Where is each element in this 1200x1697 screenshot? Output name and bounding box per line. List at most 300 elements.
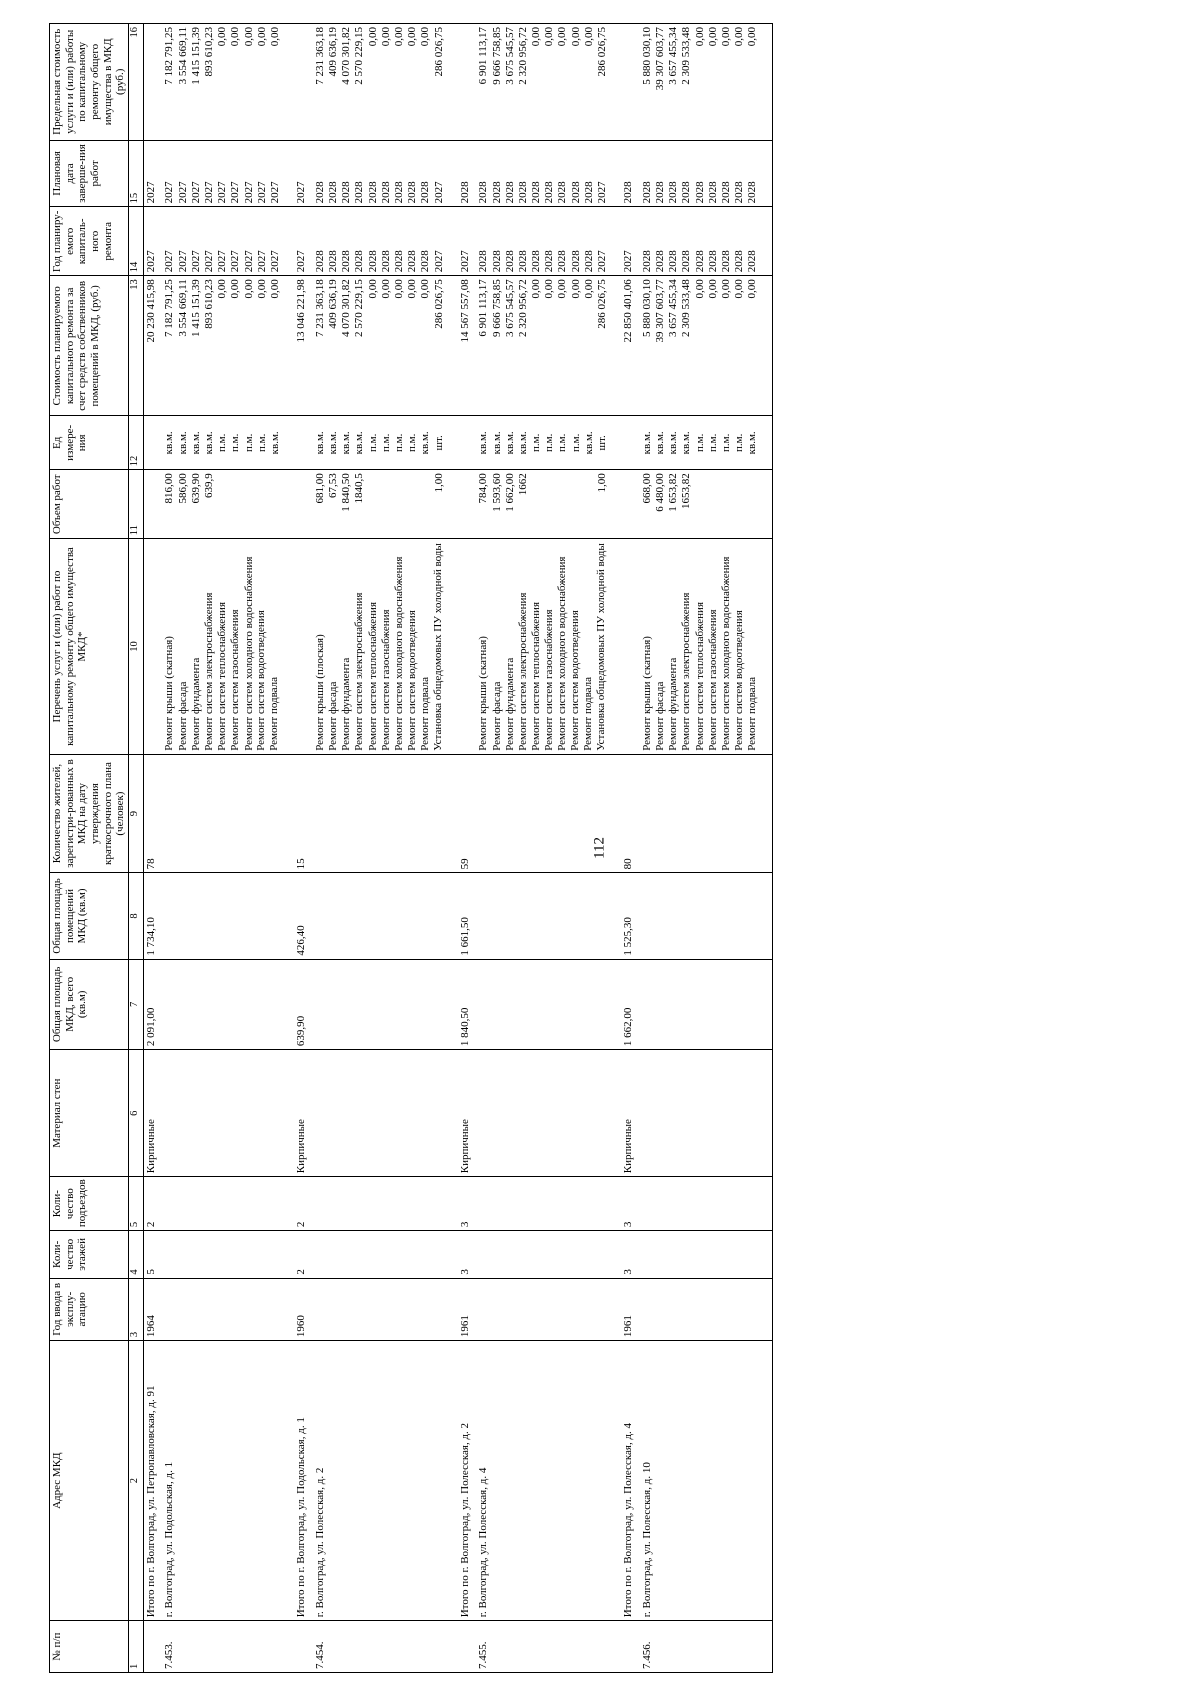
work-limit: 0,00 bbox=[419, 27, 432, 47]
table-cell bbox=[163, 1177, 294, 1231]
work-unit: кв.м. bbox=[503, 431, 516, 455]
work-limit: 6 901 113,17 bbox=[477, 27, 490, 85]
table-cell bbox=[314, 1177, 458, 1231]
table-cell: 22 850 401,06 bbox=[621, 276, 641, 416]
work-year: 2028 bbox=[419, 250, 432, 273]
table-body bbox=[143, 24, 772, 1673]
work-date: 2028 bbox=[569, 181, 582, 204]
table-cell: г. Волгоград, ул. Полесская, д. 10 bbox=[641, 1341, 772, 1621]
work-unit: шт. bbox=[596, 435, 609, 451]
table-cell: 1960 bbox=[294, 1278, 314, 1341]
table-cell: 1 734,10 bbox=[143, 873, 163, 959]
work-date: 2028 bbox=[313, 181, 326, 204]
work-unit: п.м. bbox=[693, 433, 706, 453]
house-row bbox=[314, 24, 458, 1673]
work-date: 2028 bbox=[327, 181, 339, 204]
work-name: Ремонт фасада bbox=[490, 681, 503, 751]
work-unit: п.м. bbox=[229, 433, 242, 453]
table-cell: Кирпичные bbox=[143, 1050, 163, 1177]
table-cell: 3 bbox=[621, 1177, 641, 1231]
work-unit: п.м. bbox=[733, 433, 746, 453]
work-limit: 0,00 bbox=[582, 27, 595, 47]
table-cell bbox=[641, 959, 772, 1050]
table-cell: 7.454. bbox=[314, 1621, 458, 1673]
work-name: Ремонт систем холодного водоснабжения bbox=[242, 556, 255, 751]
work-name: Ремонт систем водоотведения bbox=[255, 610, 268, 751]
work-limit: 0,00 bbox=[530, 27, 543, 47]
work-limit: 3 675 545,57 bbox=[503, 27, 516, 85]
work-cost: 6 901 113,17 bbox=[477, 279, 490, 337]
work-volume: 639,9 bbox=[203, 473, 216, 499]
work-volume bbox=[216, 473, 229, 535]
work-date: 2028 bbox=[667, 181, 680, 204]
work-unit: п.м. bbox=[706, 433, 719, 453]
work-volume: 1,00 bbox=[596, 473, 609, 493]
work-limit: 0,00 bbox=[556, 27, 569, 47]
work-limit: 893 610,23 bbox=[203, 27, 216, 77]
work-date: 2028 bbox=[543, 181, 556, 204]
work-year: 2027 bbox=[229, 250, 242, 273]
table-cell: 13 046 221,98 bbox=[294, 276, 314, 416]
table-cell bbox=[641, 539, 772, 755]
work-volume: 1662 bbox=[516, 473, 529, 496]
table-cell: 2027 bbox=[143, 140, 163, 207]
work-cost: 0,00 bbox=[366, 279, 379, 299]
work-limit: 3 554 669,11 bbox=[176, 27, 189, 85]
header-cell: Стоимость планируемого капитального ремонта за счет средств собственников помещений в МКД, (руб.) bbox=[50, 276, 129, 416]
table-cell bbox=[294, 416, 314, 470]
work-limit: 0,00 bbox=[366, 27, 379, 47]
work-volume bbox=[720, 473, 733, 535]
header-cell: Общая площадь МКД, всего (кв.м) bbox=[50, 959, 129, 1050]
work-unit: кв.м. bbox=[680, 431, 693, 455]
work-date: 2028 bbox=[680, 181, 693, 204]
table-cell bbox=[163, 959, 294, 1050]
table-cell: 2 091,00 bbox=[143, 959, 163, 1050]
table-cell: г. Волгоград, ул. Полесская, д. 4 bbox=[477, 1341, 621, 1621]
table-cell: г. Волгоград, ул. Полесская, д. 2 bbox=[314, 1341, 458, 1621]
work-unit: кв.м. bbox=[327, 431, 339, 455]
work-year: 2028 bbox=[654, 250, 667, 273]
work-unit: кв.м. bbox=[163, 431, 176, 455]
work-year: 2028 bbox=[327, 250, 339, 273]
work-cost: 0,00 bbox=[392, 279, 405, 299]
work-volume bbox=[556, 473, 569, 535]
table-cell bbox=[314, 24, 458, 141]
work-date: 2027 bbox=[268, 181, 281, 204]
work-year: 2027 bbox=[242, 250, 255, 273]
table-cell bbox=[163, 207, 294, 276]
work-year: 2028 bbox=[516, 250, 529, 273]
work-cost: 2 309 533,48 bbox=[680, 279, 693, 338]
work-year: 2028 bbox=[693, 250, 706, 273]
work-name: Ремонт фундамента bbox=[189, 657, 202, 751]
work-unit: кв.м. bbox=[419, 431, 432, 455]
table-cell bbox=[477, 754, 621, 873]
table-cell: 2027 bbox=[294, 207, 314, 276]
table-cell: 5 bbox=[143, 1231, 163, 1278]
work-limit: 0,00 bbox=[719, 27, 732, 47]
table-cell bbox=[477, 1050, 621, 1177]
work-name: Ремонт систем холодного водоснабжения bbox=[556, 556, 569, 751]
work-cost: 0,00 bbox=[556, 279, 569, 299]
work-year: 2027 bbox=[189, 250, 202, 273]
table-cell bbox=[294, 539, 314, 755]
work-unit: кв.м. bbox=[490, 431, 503, 455]
work-limit: 0,00 bbox=[706, 27, 719, 47]
header-cell: Материал стен bbox=[50, 1050, 129, 1177]
work-volume bbox=[256, 473, 269, 535]
table-cell: 3 bbox=[458, 1231, 478, 1278]
work-year: 2028 bbox=[477, 250, 490, 273]
work-unit: кв.м. bbox=[189, 431, 202, 455]
work-name: Ремонт подвала bbox=[745, 676, 758, 751]
work-limit: 0,00 bbox=[229, 27, 242, 47]
work-date: 2028 bbox=[353, 181, 366, 204]
work-limit: 0,00 bbox=[268, 27, 281, 47]
work-cost: 0,00 bbox=[216, 279, 229, 299]
work-name: Ремонт фундамента bbox=[667, 657, 680, 751]
work-name: Ремонт систем теплоснабжения bbox=[366, 602, 379, 751]
work-year: 2028 bbox=[680, 250, 693, 273]
work-cost: 2 320 956,72 bbox=[516, 279, 529, 338]
table-cell bbox=[143, 416, 163, 470]
table-cell bbox=[641, 140, 772, 207]
work-cost: 4 070 301,82 bbox=[340, 279, 353, 338]
work-limit: 0,00 bbox=[406, 27, 419, 47]
table-cell: 1964 bbox=[143, 1278, 163, 1341]
column-number: 3 bbox=[128, 1278, 143, 1341]
work-date: 2027 bbox=[255, 181, 268, 204]
table-cell: 1 661,50 bbox=[458, 873, 478, 959]
table-cell: 2 bbox=[294, 1177, 314, 1231]
table-cell: Кирпичные bbox=[294, 1050, 314, 1177]
work-date: 2028 bbox=[746, 181, 759, 204]
header-cell: Коли-чество этажей bbox=[50, 1231, 129, 1278]
table-cell: Итого по г. Волгоград, ул. Петропавловская, д. 91 bbox=[143, 1341, 163, 1621]
table-cell: Итого по г. Волгоград, ул. Полесская, д. 2 bbox=[458, 1341, 478, 1621]
work-volume bbox=[243, 473, 256, 535]
work-cost: 0,00 bbox=[419, 279, 432, 299]
table-cell bbox=[163, 539, 294, 755]
table-cell: Кирпичные bbox=[621, 1050, 641, 1177]
table-cell bbox=[314, 539, 458, 755]
work-limit: 0,00 bbox=[379, 27, 392, 47]
table-cell bbox=[314, 207, 458, 276]
work-limit: 0,00 bbox=[216, 27, 229, 47]
work-limit: 0,00 bbox=[733, 27, 746, 47]
work-year: 2027 bbox=[432, 250, 445, 273]
work-unit: кв.м. bbox=[353, 431, 366, 455]
work-date: 2028 bbox=[406, 181, 419, 204]
work-cost: 0,00 bbox=[229, 279, 242, 299]
table-cell bbox=[641, 754, 772, 873]
work-cost: 1 415 151,39 bbox=[189, 279, 202, 338]
work-limit: 409 636,19 bbox=[327, 27, 339, 77]
work-unit: кв.м. bbox=[477, 431, 490, 455]
work-unit: п.м. bbox=[392, 433, 405, 453]
work-limit: 0,00 bbox=[746, 27, 759, 47]
work-date: 2027 bbox=[176, 181, 189, 204]
work-date: 2028 bbox=[733, 181, 746, 204]
work-unit: кв.м. bbox=[176, 431, 189, 455]
column-number: 11 bbox=[128, 470, 143, 539]
table-cell: 2028 bbox=[621, 140, 641, 207]
work-name: Ремонт систем водоотведения bbox=[569, 610, 582, 751]
work-date: 2028 bbox=[654, 181, 667, 204]
work-name: Ремонт систем электроснабжения bbox=[353, 592, 366, 751]
column-number-row bbox=[128, 24, 143, 1673]
work-volume bbox=[406, 473, 419, 535]
work-volume: 784,00 bbox=[477, 473, 490, 504]
work-name: Ремонт систем электроснабжения bbox=[680, 592, 693, 751]
table-cell bbox=[143, 470, 163, 539]
work-name: Ремонт фасада bbox=[176, 681, 189, 751]
table-cell bbox=[314, 1231, 458, 1278]
work-date: 2027 bbox=[163, 181, 176, 204]
column-number: 6 bbox=[128, 1050, 143, 1177]
work-name: Ремонт систем электроснабжения bbox=[516, 592, 529, 751]
work-year: 2028 bbox=[582, 250, 595, 273]
work-year: 2028 bbox=[530, 250, 543, 273]
work-cost: 7 182 791,25 bbox=[163, 279, 176, 338]
table-cell bbox=[477, 873, 621, 959]
work-unit: п.м. bbox=[543, 433, 556, 453]
table-cell bbox=[294, 1621, 314, 1673]
column-number: 13 bbox=[128, 276, 143, 416]
work-cost: 0,00 bbox=[255, 279, 268, 299]
table-cell bbox=[621, 470, 641, 539]
work-date: 2028 bbox=[419, 181, 432, 204]
work-year: 2027 bbox=[163, 250, 176, 273]
work-unit: п.м. bbox=[379, 433, 392, 453]
work-volume: 1 653,82 bbox=[667, 473, 680, 512]
table-cell: 59 bbox=[458, 754, 478, 873]
table-cell: 80 bbox=[621, 754, 641, 873]
work-year: 2028 bbox=[640, 250, 653, 273]
work-unit: кв.м. bbox=[582, 431, 595, 455]
work-volume: 681,00 bbox=[313, 473, 326, 504]
table-cell bbox=[163, 24, 294, 141]
work-unit: п.м. bbox=[569, 433, 582, 453]
work-cost: 0,00 bbox=[733, 279, 746, 299]
work-cost: 39 307 603,77 bbox=[654, 279, 667, 343]
work-date: 2027 bbox=[229, 181, 242, 204]
work-cost: 0,00 bbox=[379, 279, 392, 299]
work-name: Ремонт систем газоснабжения bbox=[229, 609, 242, 751]
table-cell: г. Волгоград, ул. Подольская, д. 1 bbox=[163, 1341, 294, 1621]
work-volume: 1 593,60 bbox=[490, 473, 503, 512]
work-limit: 286 026,75 bbox=[596, 27, 609, 77]
table-cell: 426,40 bbox=[294, 873, 314, 959]
column-number: 9 bbox=[128, 754, 143, 873]
table-cell: 1 525,30 bbox=[621, 873, 641, 959]
table-cell bbox=[641, 470, 772, 539]
table-cell: 15 bbox=[294, 754, 314, 873]
header-cell: Коли-чество подъездов bbox=[50, 1177, 129, 1231]
work-name: Ремонт подвала bbox=[268, 676, 281, 751]
work-name: Ремонт крыши (скатная) bbox=[640, 636, 653, 751]
work-cost: 3 675 545,57 bbox=[503, 279, 516, 338]
table-cell bbox=[641, 207, 772, 276]
work-name: Ремонт систем газоснабжения bbox=[543, 609, 556, 751]
work-name: Ремонт систем газоснабжения bbox=[379, 609, 392, 751]
table-cell bbox=[477, 207, 621, 276]
header-cell: Год ввода в эксплу-атацию bbox=[50, 1278, 129, 1341]
work-cost: 0,00 bbox=[242, 279, 255, 299]
work-limit: 0,00 bbox=[543, 27, 556, 47]
work-year: 2028 bbox=[490, 250, 503, 273]
table-cell bbox=[477, 1278, 621, 1341]
work-volume: 67,53 bbox=[327, 473, 339, 499]
header-cell: Предельная стоимость услуги и (или) работы по капитальному ремонту общего имущества в МКД (руб.) bbox=[50, 24, 129, 141]
work-name: Ремонт систем холодного водоснабжения bbox=[719, 556, 732, 751]
work-date: 2028 bbox=[516, 181, 529, 204]
header-cell: Общая площадь помещений МКД (кв.м) bbox=[50, 873, 129, 959]
work-limit: 286 026,75 bbox=[432, 27, 445, 77]
work-volume: 586,00 bbox=[176, 473, 189, 504]
work-cost: 0,00 bbox=[406, 279, 419, 299]
header-cell: Плановая дата заверше-ния работ bbox=[50, 140, 129, 207]
table-cell bbox=[641, 276, 772, 416]
work-name: Ремонт систем теплоснабжения bbox=[693, 602, 706, 751]
work-year: 2028 bbox=[503, 250, 516, 273]
work-cost: 2 570 229,15 bbox=[353, 279, 366, 338]
work-year: 2028 bbox=[379, 250, 392, 273]
header-cell: Ед измере-ния bbox=[50, 416, 129, 470]
table-cell bbox=[294, 24, 314, 141]
table-cell bbox=[163, 276, 294, 416]
column-number: 5 bbox=[128, 1177, 143, 1231]
table-cell: 1961 bbox=[621, 1278, 641, 1341]
work-date: 2028 bbox=[556, 181, 569, 204]
total-row bbox=[143, 24, 163, 1673]
table-cell: 7.456. bbox=[641, 1621, 772, 1673]
work-limit: 39 307 603,77 bbox=[654, 27, 667, 91]
work-volume: 1 840,50 bbox=[340, 473, 353, 512]
work-year: 2028 bbox=[340, 250, 353, 273]
work-year: 2028 bbox=[353, 250, 366, 273]
work-limit: 0,00 bbox=[255, 27, 268, 47]
work-cost: 0,00 bbox=[268, 279, 281, 299]
table-cell bbox=[477, 1231, 621, 1278]
work-name: Ремонт систем электроснабжения bbox=[203, 592, 216, 751]
work-date: 2028 bbox=[366, 181, 379, 204]
work-name: Установка общедомовых ПУ холодной воды bbox=[595, 543, 608, 751]
table-cell bbox=[621, 24, 641, 141]
work-volume bbox=[393, 473, 406, 535]
work-volume: 1 662,00 bbox=[503, 473, 516, 512]
table-cell bbox=[641, 1231, 772, 1278]
table-cell bbox=[163, 1278, 294, 1341]
work-unit: п.м. bbox=[406, 433, 419, 453]
table-cell bbox=[641, 1177, 772, 1231]
table-header bbox=[50, 24, 144, 1673]
table-cell: 639,90 bbox=[294, 959, 314, 1050]
table-cell: 2 bbox=[294, 1231, 314, 1278]
work-name: Ремонт систем газоснабжения bbox=[706, 609, 719, 751]
table-cell bbox=[143, 1621, 163, 1673]
table-cell: 2 bbox=[143, 1177, 163, 1231]
work-date: 2028 bbox=[477, 181, 490, 204]
work-name: Ремонт крыши (скатная) bbox=[163, 636, 176, 751]
work-date: 2028 bbox=[719, 181, 732, 204]
header-cell: Объем работ bbox=[50, 470, 129, 539]
work-limit: 7 182 791,25 bbox=[163, 27, 176, 85]
work-date: 2027 bbox=[203, 181, 216, 204]
table-cell bbox=[621, 1621, 641, 1673]
header-cell: Год планиру-емого капиталь-ного ремонта bbox=[50, 207, 129, 276]
work-year: 2027 bbox=[203, 250, 216, 273]
work-unit: кв.м. bbox=[340, 431, 353, 455]
table-cell bbox=[641, 873, 772, 959]
table-cell bbox=[314, 416, 458, 470]
table-cell bbox=[641, 24, 772, 141]
work-limit: 2 320 956,72 bbox=[516, 27, 529, 85]
work-unit: кв.м. bbox=[203, 431, 216, 455]
total-row bbox=[458, 24, 478, 1673]
work-cost: 9 666 758,85 bbox=[490, 279, 503, 338]
work-year: 2028 bbox=[569, 250, 582, 273]
table-cell: 78 bbox=[143, 754, 163, 873]
table-cell bbox=[641, 416, 772, 470]
table-cell bbox=[314, 873, 458, 959]
work-year: 2028 bbox=[746, 250, 759, 273]
work-date: 2028 bbox=[379, 181, 392, 204]
work-volume bbox=[694, 473, 707, 535]
work-volume bbox=[543, 473, 556, 535]
table-cell bbox=[458, 539, 478, 755]
work-name: Ремонт систем водоотведения bbox=[405, 610, 418, 751]
work-limit: 0,00 bbox=[693, 27, 706, 47]
work-limit: 7 231 363,18 bbox=[313, 27, 326, 85]
work-unit: кв.м. bbox=[268, 431, 281, 455]
work-cost: 0,00 bbox=[719, 279, 732, 299]
work-year: 2027 bbox=[176, 250, 189, 273]
table-cell bbox=[458, 1621, 478, 1673]
work-unit: п.м. bbox=[366, 433, 379, 453]
total-row bbox=[294, 24, 314, 1673]
table-cell: 14 567 557,08 bbox=[458, 276, 478, 416]
header-cell: № п/п bbox=[50, 1621, 129, 1673]
work-cost: 893 610,23 bbox=[203, 279, 216, 329]
work-date: 2028 bbox=[640, 181, 653, 204]
work-limit: 5 880 030,10 bbox=[640, 27, 653, 85]
column-number: 8 bbox=[128, 873, 143, 959]
work-unit: шт. bbox=[432, 435, 445, 451]
work-year: 2028 bbox=[392, 250, 405, 273]
work-volume bbox=[419, 473, 432, 535]
work-year: 2028 bbox=[706, 250, 719, 273]
work-year: 2027 bbox=[216, 250, 229, 273]
work-cost: 0,00 bbox=[569, 279, 582, 299]
table-cell bbox=[314, 754, 458, 873]
work-date: 2027 bbox=[596, 181, 609, 204]
work-volume: 816,00 bbox=[163, 473, 176, 504]
work-year: 2027 bbox=[596, 250, 609, 273]
work-year: 2027 bbox=[268, 250, 281, 273]
work-unit: кв.м. bbox=[654, 431, 667, 455]
work-year: 2028 bbox=[719, 250, 732, 273]
table-cell bbox=[477, 959, 621, 1050]
table-cell: 20 230 415,98 bbox=[143, 276, 163, 416]
table-cell: 7.455. bbox=[477, 1621, 621, 1673]
table-cell bbox=[314, 1050, 458, 1177]
table-cell: 2027 bbox=[294, 140, 314, 207]
work-volume bbox=[269, 473, 282, 535]
work-volume bbox=[229, 473, 242, 535]
work-unit: кв.м. bbox=[746, 431, 759, 455]
